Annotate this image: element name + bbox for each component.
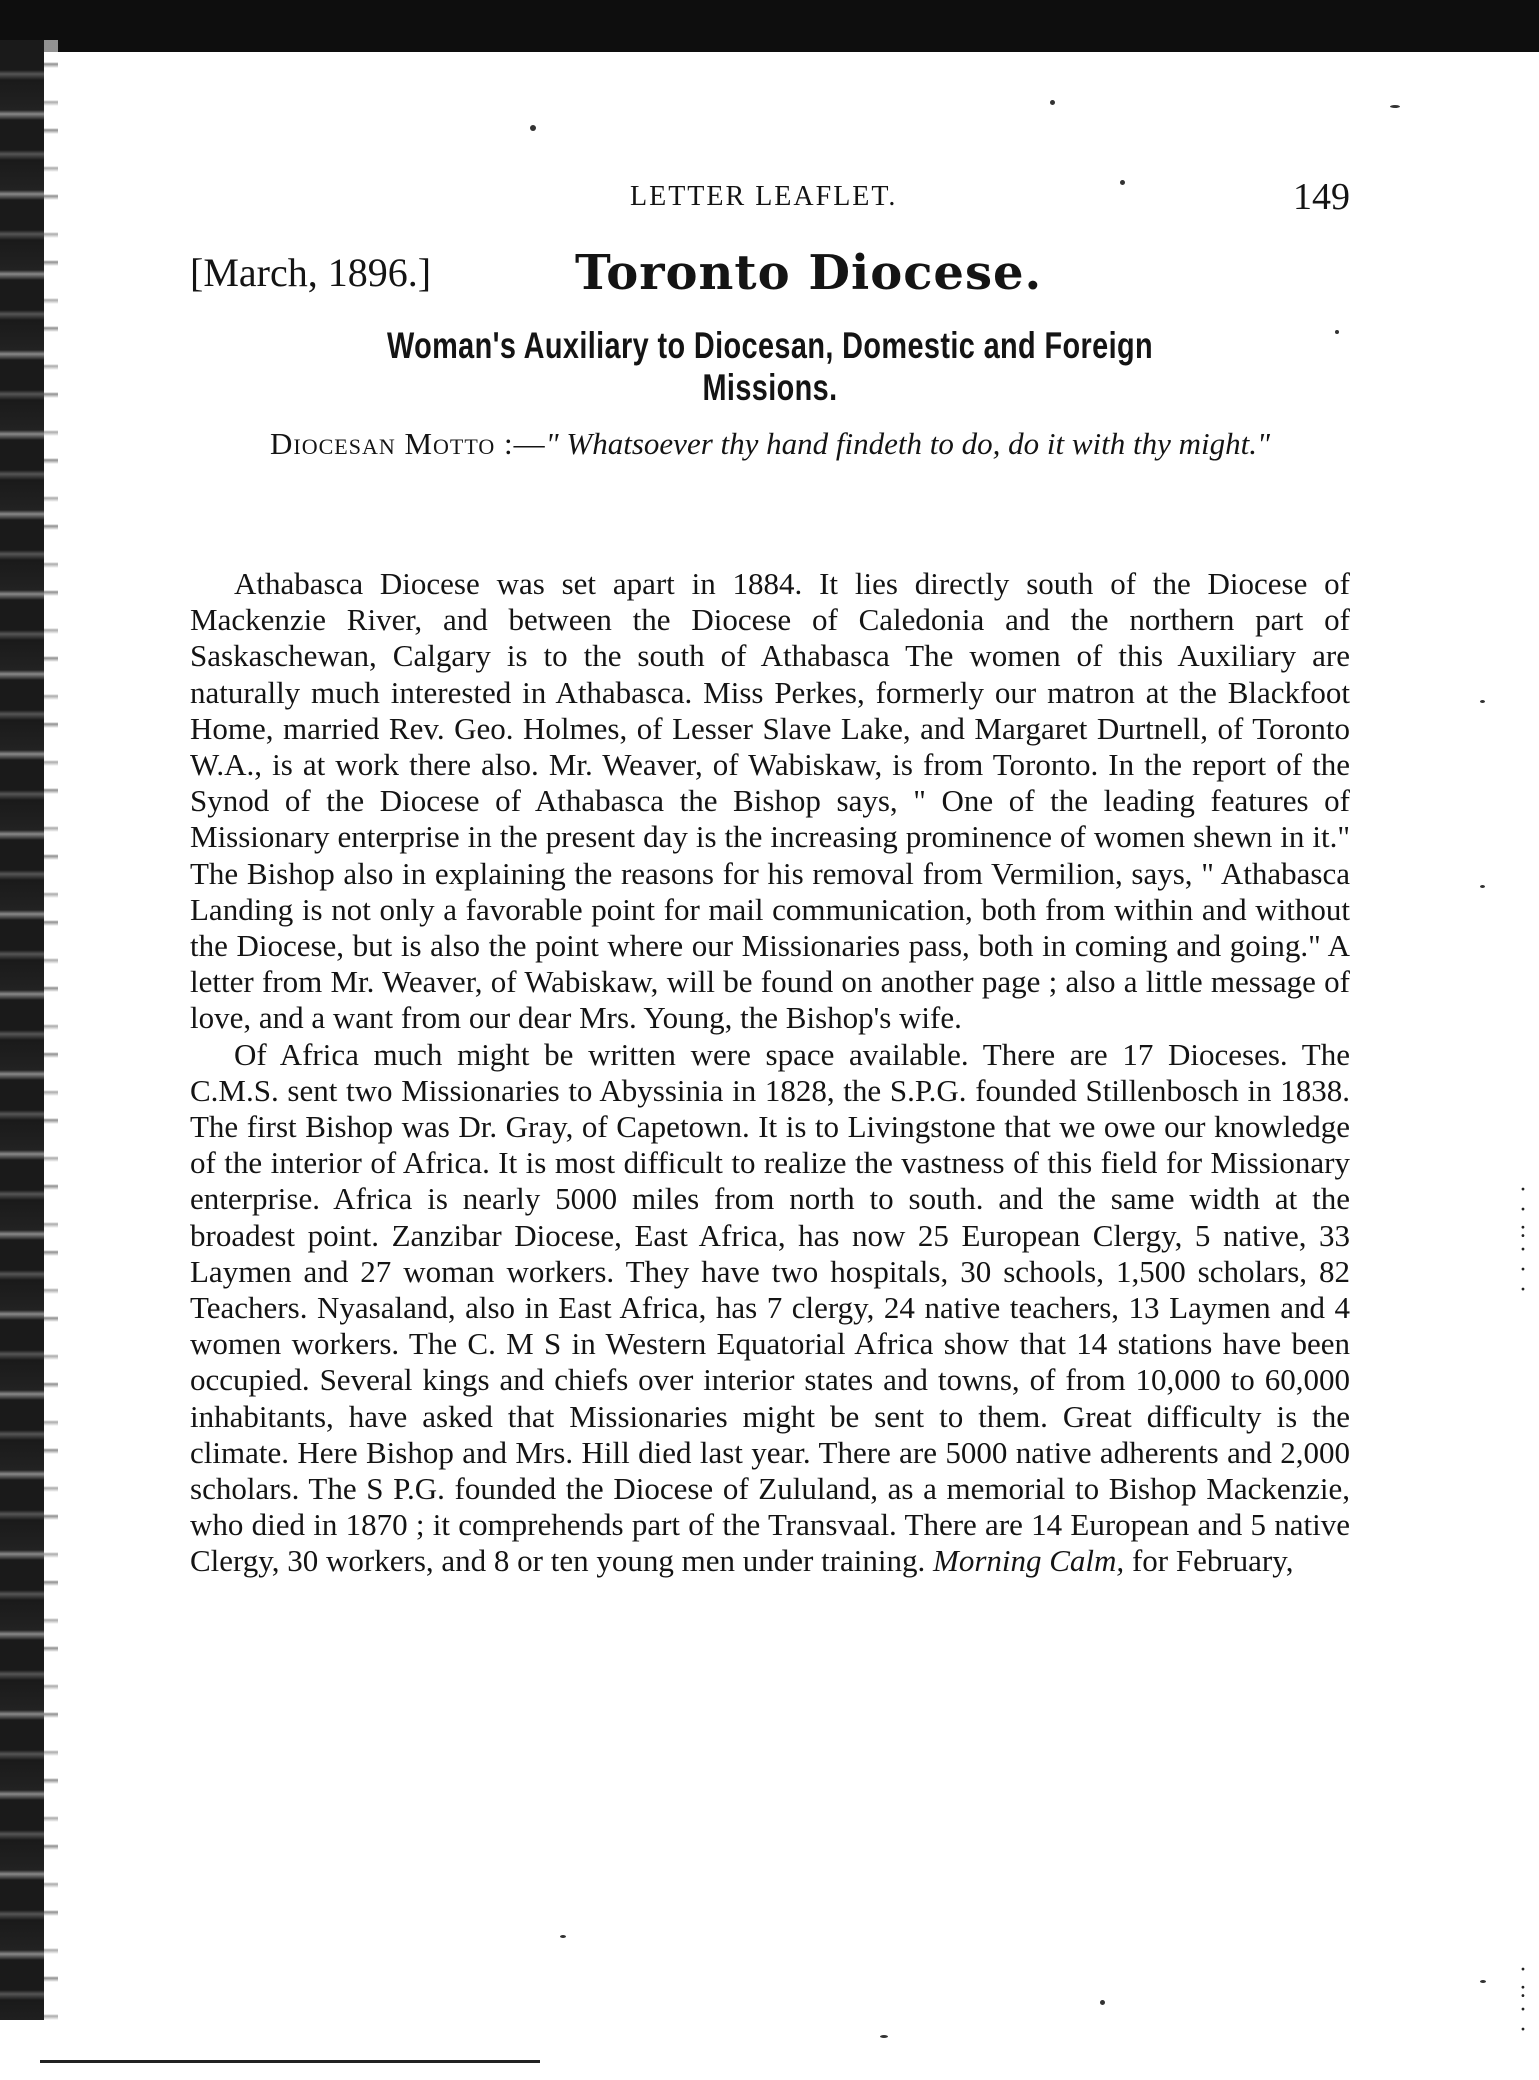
scan-speck: [1480, 700, 1485, 703]
scan-speck: [530, 125, 536, 131]
scan-bottom-mark: [40, 2060, 540, 2063]
scan-speck: [560, 1935, 566, 1938]
diocese-title: Toronto Diocese.: [575, 245, 1043, 301]
issue-date: [March, 1896.]: [190, 250, 432, 295]
subtitle: Woman's Auxiliary to Diocesan, Domestic and Foreign Missions.: [386, 325, 1154, 408]
motto-quote: " Whatsoever thy hand findeth to do, do it with thy might.": [545, 426, 1270, 461]
scan-speck: [880, 2035, 888, 2038]
scan-gutter-mark: · : · ·: [1519, 1957, 1527, 2043]
article-body: [190, 566, 1350, 1580]
scan-speck: [1390, 105, 1400, 108]
scan-top-border: [0, 0, 1539, 52]
scan-speck: [1480, 1980, 1486, 1983]
scan-speck: [1480, 885, 1485, 888]
scan-speck: [1335, 330, 1339, 334]
publication-title: Morning Calm,: [933, 1543, 1125, 1579]
scan-binding-edge: [0, 40, 44, 2020]
motto-label: Diocesan Motto :—: [270, 426, 546, 461]
scan-gutter-mark: · · : · · ·: [1519, 1177, 1527, 1303]
running-head-title: LETTER LEAFLET.: [630, 181, 898, 212]
diocesan-motto: [190, 425, 1350, 463]
scan-speck: [1100, 2000, 1105, 2005]
scan-binding-shadow: [44, 40, 58, 2020]
heading-row: [190, 245, 1350, 305]
scan-speck: [1050, 100, 1055, 105]
closing-text: for February,: [1124, 1543, 1294, 1579]
running-head: [190, 175, 1350, 225]
page-number: 149: [1293, 176, 1350, 218]
paragraph-athabasca: Athabasca Diocese was set apart in 1884. It lies directly south of the Diocese of Mackenzie River, and between the Diocese of Caledonia and the northern part of Saskaschewan, Calgary is to the south of Athabasca The women of this Auxiliary are naturally much interested in Athabasca. Miss Perkes, formerly our matron at the Blackfoot Home, married Rev. Geo. Holmes, of Lesser Slave Lake, and Margaret Durtnell, of Toronto W.A., is at work there also. Mr. Weaver, of Wabiskaw, is from Toronto. In the report of the Synod of the Diocese of Athabasca the Bishop says, " One of the leading features of Missionary enterprise in the present day is the increasing prominence of women shewn in it." The Bishop also in explaining the reasons for his removal from Vermilion, says, " Athabasca Landing is not only a favorable point for mail communication, both from within and without the Diocese, but is also the point where our Missionaries pass, both in coming and going." A letter from Mr. Weaver, of Wabiskaw, will be found on another page ; also a little message of love, and a want from our dear Mrs. Young, the Bishop's wife.: [190, 566, 1350, 1036]
paragraph-africa: [190, 1037, 1350, 1580]
paragraph-africa-text: Of Africa much might be written were space available. There are 17 Dioceses. The C.M.S. sent two Missionaries to Abyssinia in 1828, the S.P.G. founded Stillenbosch in 1838. The first Bishop was Dr. Gray, of Capetown. It is to Livingstone that we owe our knowledge of the interior of Africa. It is most difficult to realize the vastness of this field for Missionary enterprise. Africa is nearly 5000 miles from north to south. and the same width at the broadest point. Zanzibar Diocese, East Africa, has now 25 European Clergy, 5 native, 33 Laymen and 27 woman workers. They have two hospitals, 30 schools, 1,500 scholars, 82 Teachers. Nyasaland, also in East Africa, has 7 clergy, 24 native teachers, 13 Laymen and 4 women workers. The C. M S in Western Equatorial Africa show that 14 stations have been occupied. Several kings and chiefs over interior states and towns, of from 10,000 to 60,000 inhabitants, have asked that Missionaries might be sent to them. Great difficulty is the climate. Here Bishop and Mrs. Hill died last year. There are 5000 native adherents and 2,000 scholars. The S P.G. founded the Diocese of Zululand, as a memorial to Bishop Mackenzie, who died in 1870 ; it comprehends part of the Transvaal. There are 14 European and 5 native Clergy, 30 workers, and 8 or ten young men under training.: [190, 1036, 1350, 1579]
